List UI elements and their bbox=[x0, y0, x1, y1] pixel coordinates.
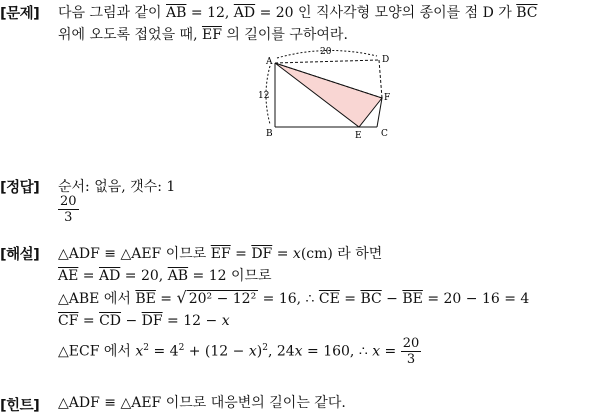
problem-line-1: 다음 그림과 같이 $\overline{AB} = 12$, $\overline{AD} = 20$ 인 직사각형 모양의 종이를 점 D 가 $\overline{BC}$ bbox=[58, 5, 538, 21]
answer-label: [정답] bbox=[0, 180, 40, 196]
folded-rectangle-figure bbox=[248, 46, 398, 142]
problem-line-2: 위에 오도록 접었을 때, $\overline{EF}$ 의 길이를 구하여라. bbox=[58, 27, 348, 43]
answer-text bbox=[58, 176, 589, 225]
solution-line-5: △ECF 에서 $x^2 = 4^2 + (12 - x)^2$, 24x = 160, ∴ x = $\frac{20}{3}$ bbox=[58, 336, 420, 367]
label-20: 20 bbox=[320, 47, 332, 57]
label-e: E bbox=[355, 131, 362, 141]
segment-bc: $\overline{BC}$ bbox=[516, 5, 538, 21]
hint-line: △ADF ≡ △AEF 이므로 대응변의 길이는 같다. bbox=[58, 395, 346, 411]
label-d: D bbox=[382, 55, 390, 65]
label-c: C bbox=[381, 129, 388, 139]
segment-ab: $\overline{AB}$ bbox=[166, 5, 187, 21]
solution-line-1: △ADF ≡ △AEF 이므로 $\overline{EF} = \overline{DF} = x(cm)$ 라 하면 bbox=[58, 246, 383, 262]
answer-line-1: 순서: 없음, 갯수: 1 bbox=[58, 179, 176, 195]
problem-text bbox=[58, 2, 589, 46]
segment-ef: $\overline{EF}$ bbox=[201, 27, 222, 43]
solution-fraction: $\frac{20}{3}$ bbox=[402, 336, 420, 367]
dashed-df bbox=[379, 60, 382, 98]
label-a: A bbox=[266, 57, 273, 67]
solution-line-4: $\overline{CF} = \overline{CD} - \overline{DF} = 12 - x$ bbox=[58, 313, 230, 329]
label-b: B bbox=[266, 129, 273, 139]
solution-line-3: △ABE 에서 $\overline{BE}$ = √ 20² − 12² = 16, ∴ $\overline{CE} = \overline{BC} - \overline{BE} = 20 - 16 = 4$ bbox=[58, 288, 530, 307]
sqrt-sign: √ bbox=[176, 288, 187, 307]
hint-text bbox=[58, 394, 589, 412]
solution-text bbox=[58, 243, 589, 367]
label-f: F bbox=[384, 93, 391, 103]
sqrt-radicand: 20² − 12² bbox=[188, 291, 257, 307]
label-12: 12 bbox=[258, 91, 270, 101]
triangle-aef bbox=[275, 63, 382, 127]
dashed-ad bbox=[275, 60, 379, 63]
solution-label: [해설] bbox=[0, 247, 40, 263]
solution-line-2: $\overline{AE} = \overline{AD} = 20$, $\overline{AB} = 12$ 이므로 bbox=[58, 268, 272, 284]
hint-label: [힌트] bbox=[0, 398, 40, 414]
segment-ad: $\overline{AD}$ bbox=[233, 5, 256, 21]
problem-label: [문제] bbox=[0, 6, 40, 22]
answer-fraction: $\frac{20}{3}$ bbox=[60, 194, 77, 225]
